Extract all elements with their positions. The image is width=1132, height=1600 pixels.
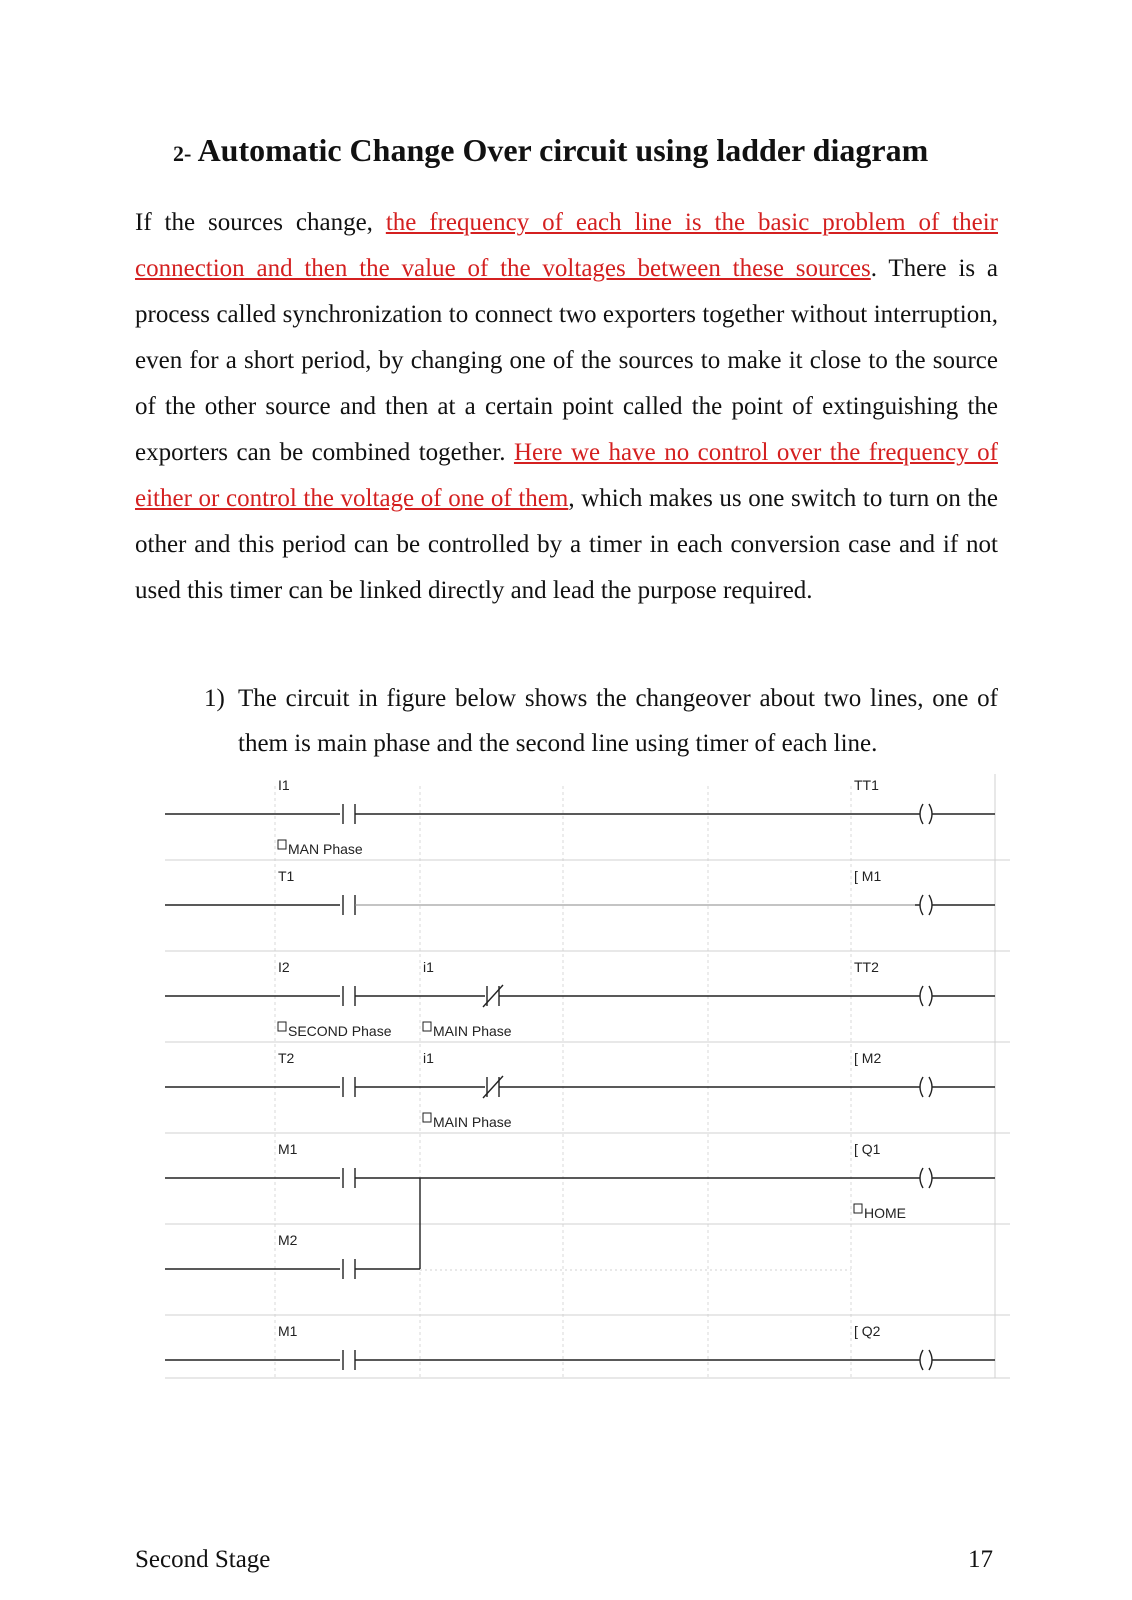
footer-stage: Second Stage [135, 1546, 271, 1573]
comment-box-icon [423, 1113, 431, 1122]
contact-label: M1 [278, 1323, 298, 1339]
contact-label: i1 [423, 1050, 434, 1066]
coil-icon [915, 1077, 932, 1097]
contact-label: i1 [423, 959, 434, 975]
coil-label: [ M2 [854, 1050, 882, 1066]
list-item-1 [204, 676, 998, 766]
para-text-1: If the sources change, [135, 209, 386, 236]
rung-2 [165, 895, 995, 915]
coil-icon [915, 804, 932, 824]
comment-box-icon [278, 1022, 286, 1031]
contact-label: T1 [278, 868, 295, 884]
coil-icon [915, 1350, 932, 1370]
rung-3 [165, 985, 995, 1007]
contact-comment: MAN Phase [288, 841, 363, 857]
para-text-2: . There is a process called synchronization to connect two exporters together without interruption, even for a short period, by changing one of the sources to make it close to the source of the other source and then at a certain point called the point of extinguishing the exporters can be combined together. [135, 255, 999, 466]
para-highlight-2: Here we have no control over the frequency of either or control the voltage of one of them [135, 439, 998, 512]
list-item-text: The circuit in figure below shows the changeover about two lines, one of them is main phase and the second line using timer of each line. [238, 685, 998, 757]
contact-label: I2 [278, 959, 290, 975]
ladder-row-dividers [165, 774, 1010, 1378]
comment-box-icon [423, 1022, 431, 1031]
section-title: Automatic Change Over circuit using ladder diagram [197, 132, 929, 168]
list-marker: 1) [204, 685, 225, 712]
contact-label: M2 [278, 1232, 298, 1248]
comment-box-icon [854, 1204, 862, 1213]
body-paragraph [135, 200, 998, 614]
contact-comment: MAIN Phase [433, 1114, 512, 1130]
page-number: 17 [968, 1546, 993, 1573]
coil-label: [ Q2 [854, 1323, 881, 1339]
ladder-diagram [165, 777, 1035, 1406]
coil-icon [915, 895, 932, 915]
rung-6 [165, 1350, 995, 1370]
coil-comment: HOME [864, 1205, 906, 1221]
contact-comment: SECOND Phase [288, 1023, 392, 1039]
coil-icon [915, 986, 932, 1006]
coil-label: TT2 [854, 959, 879, 975]
contact-comment: MAIN Phase [433, 1023, 512, 1039]
coil-label: [ Q1 [854, 1141, 881, 1157]
para-text-3: , which makes us one switch to turn on the other and this period can be controlled by a timer in each conversion case and if not used this timer can be linked directly and lead the purpose required. [135, 485, 998, 604]
ladder-grid [275, 786, 851, 1378]
coil-label: TT1 [854, 777, 879, 793]
contact-label: T2 [278, 1050, 295, 1066]
para-highlight-1: the frequency of each line is the basic problem of their connection and then the value of the voltages between these sources [135, 209, 998, 282]
section-number: 2- [173, 141, 192, 166]
rung-1 [165, 804, 995, 824]
contact-label: M1 [278, 1141, 298, 1157]
coil-icon [915, 1168, 932, 1188]
comment-box-icon [278, 840, 286, 849]
contact-label: I1 [278, 777, 290, 793]
rung-4 [165, 1076, 995, 1098]
section-heading [173, 132, 1003, 169]
coil-label: [ M1 [854, 868, 882, 884]
